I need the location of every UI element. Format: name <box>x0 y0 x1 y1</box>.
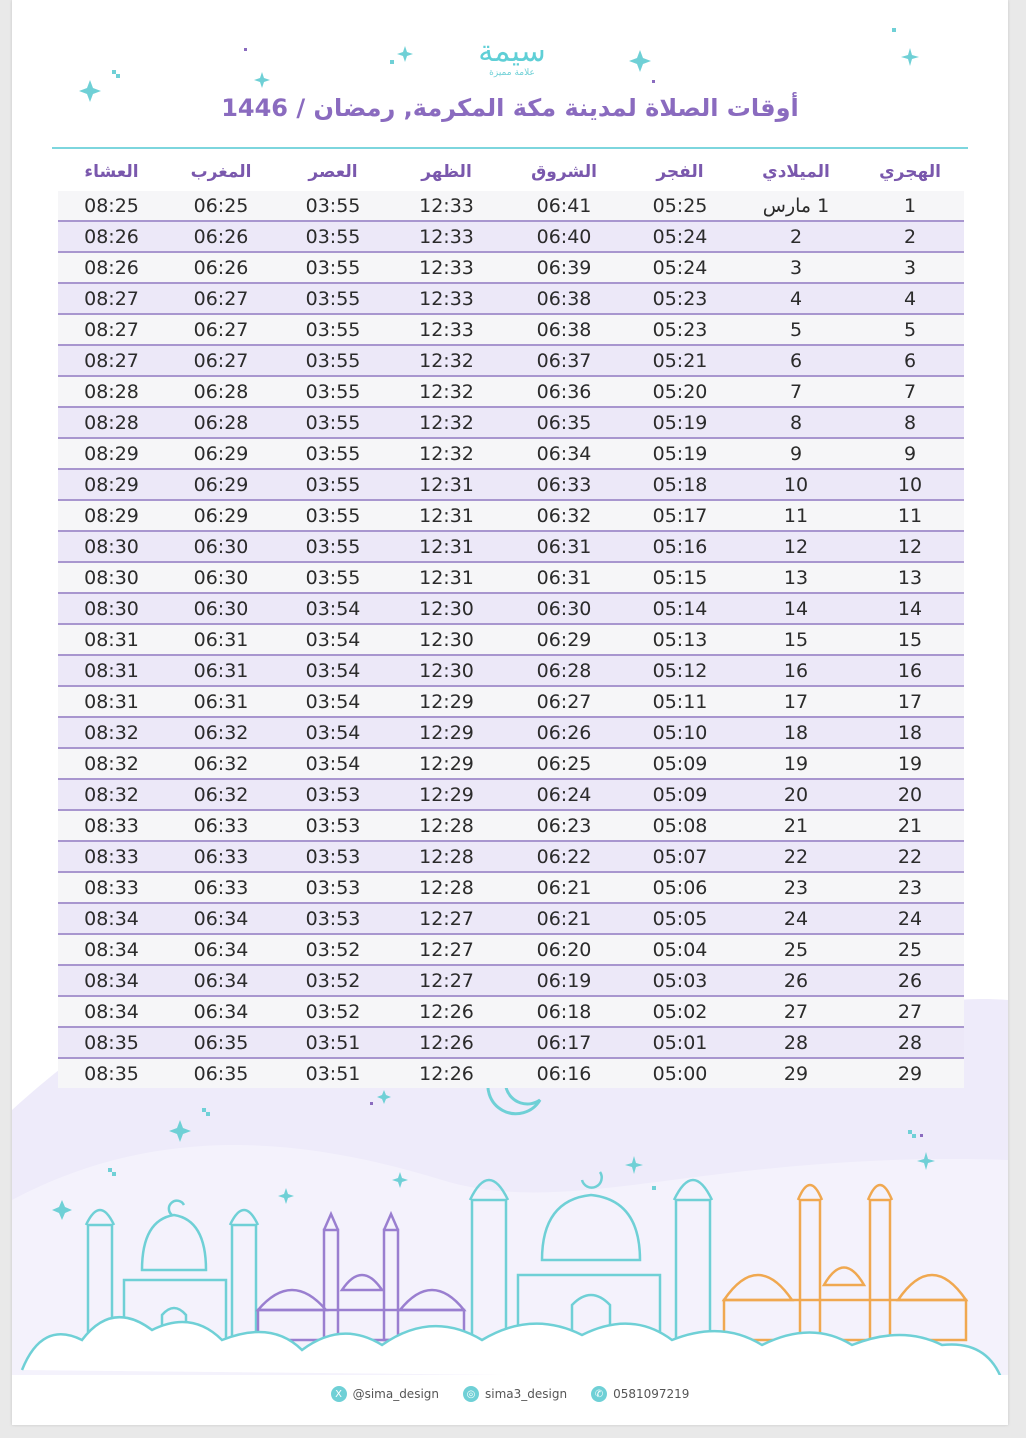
prayer-times-table <box>58 153 964 1088</box>
table-row <box>58 935 964 966</box>
cell-dhuhr: 12:32 <box>419 380 474 403</box>
header-gregorian: الميلادي <box>762 162 830 182</box>
cell-dhuhr: 12:28 <box>419 845 474 868</box>
table-row <box>58 780 964 811</box>
cell-maghrib: 06:26 <box>193 256 249 279</box>
cell-fajr: 05:00 <box>652 1062 708 1085</box>
cell-isha: 08:31 <box>84 659 139 682</box>
cell-dhuhr: 12:32 <box>419 442 474 465</box>
cell-isha: 08:26 <box>84 256 139 279</box>
cell-fajr: 05:21 <box>652 349 708 372</box>
cell-dhuhr: 12:26 <box>419 1000 474 1023</box>
cell-maghrib: 06:35 <box>193 1062 249 1085</box>
cell-dhuhr: 12:33 <box>419 287 474 310</box>
header-maghrib: المغرب <box>190 162 252 182</box>
cell-asr: 03:55 <box>305 349 361 372</box>
table-row <box>58 718 964 749</box>
table-row <box>58 501 964 532</box>
cell-gregorian: 6 <box>789 349 803 372</box>
cell-sunrise: 06:32 <box>536 504 592 527</box>
cell-hijri: 5 <box>903 318 917 341</box>
logo-subtitle: علامة مميزة <box>489 68 535 78</box>
cell-fajr: 05:06 <box>652 876 708 899</box>
cell-sunrise: 06:27 <box>536 690 592 713</box>
header-fajr: الفجر <box>656 162 704 182</box>
cell-asr: 03:51 <box>305 1062 361 1085</box>
cell-gregorian: 7 <box>789 380 803 403</box>
cell-isha: 08:30 <box>84 566 139 589</box>
cell-hijri: 12 <box>897 535 923 558</box>
cell-asr: 03:53 <box>305 907 361 930</box>
cell-dhuhr: 12:33 <box>419 225 474 248</box>
cell-asr: 03:55 <box>305 535 361 558</box>
cell-sunrise: 06:22 <box>536 845 592 868</box>
cell-sunrise: 06:38 <box>536 287 592 310</box>
cell-fajr: 05:10 <box>652 721 708 744</box>
cell-asr: 03:54 <box>305 690 361 713</box>
cell-fajr: 05:07 <box>652 845 708 868</box>
cell-gregorian: 24 <box>783 907 809 930</box>
cell-sunrise: 06:23 <box>536 814 592 837</box>
cell-sunrise: 06:28 <box>536 659 592 682</box>
cell-asr: 03:55 <box>305 318 361 341</box>
cell-isha: 08:29 <box>84 473 139 496</box>
cell-isha: 08:32 <box>84 752 139 775</box>
cell-gregorian: 13 <box>783 566 809 589</box>
cell-sunrise: 06:20 <box>536 938 592 961</box>
instagram-icon: ◎ <box>463 1386 479 1402</box>
cell-hijri: 21 <box>897 814 923 837</box>
cell-maghrib: 06:31 <box>193 628 249 651</box>
cell-dhuhr: 12:30 <box>419 659 474 682</box>
cell-hijri: 9 <box>903 442 917 465</box>
cell-asr: 03:53 <box>305 845 361 868</box>
cell-maghrib: 06:34 <box>193 1000 249 1023</box>
table-row <box>58 563 964 594</box>
cell-sunrise: 06:41 <box>536 194 592 217</box>
table-row <box>58 997 964 1028</box>
cell-hijri: 10 <box>897 473 923 496</box>
cell-dhuhr: 12:29 <box>419 721 474 744</box>
whatsapp-number: 0581097219 <box>613 1387 690 1401</box>
cell-asr: 03:55 <box>305 380 361 403</box>
cell-sunrise: 06:24 <box>536 783 592 806</box>
cell-gregorian: 16 <box>783 659 809 682</box>
cell-isha: 08:34 <box>84 907 139 930</box>
cell-maghrib: 06:27 <box>193 287 249 310</box>
cell-gregorian: 10 <box>783 473 809 496</box>
cell-dhuhr: 12:28 <box>419 876 474 899</box>
cell-asr: 03:54 <box>305 628 361 651</box>
cell-maghrib: 06:30 <box>193 535 249 558</box>
cell-asr: 03:55 <box>305 566 361 589</box>
cell-fajr: 05:12 <box>652 659 708 682</box>
cell-gregorian: 15 <box>783 628 809 651</box>
cell-fajr: 05:09 <box>652 783 708 806</box>
cell-dhuhr: 12:28 <box>419 814 474 837</box>
cell-sunrise: 06:26 <box>536 721 592 744</box>
cell-gregorian: 29 <box>783 1062 809 1085</box>
cell-maghrib: 06:27 <box>193 349 249 372</box>
cell-fajr: 05:24 <box>652 225 708 248</box>
table-row <box>58 408 964 439</box>
cell-hijri: 28 <box>897 1031 923 1054</box>
cell-hijri: 18 <box>897 721 923 744</box>
cell-isha: 08:27 <box>84 349 139 372</box>
table-row <box>58 439 964 470</box>
cell-asr: 03:54 <box>305 597 361 620</box>
cell-gregorian: 9 <box>789 442 803 465</box>
cell-gregorian: 8 <box>789 411 803 434</box>
cell-hijri: 3 <box>903 256 917 279</box>
table-row <box>58 966 964 997</box>
cell-sunrise: 06:19 <box>536 969 592 992</box>
cell-asr: 03:55 <box>305 256 361 279</box>
cell-gregorian: 2 <box>789 225 803 248</box>
cell-hijri: 20 <box>897 783 923 806</box>
cell-fajr: 05:20 <box>652 380 708 403</box>
cell-fajr: 05:04 <box>652 938 708 961</box>
cell-fajr: 05:23 <box>652 287 708 310</box>
whatsapp-contact[interactable] <box>591 1386 689 1402</box>
cell-gregorian: 4 <box>789 287 803 310</box>
cell-hijri: 27 <box>897 1000 923 1023</box>
cell-fajr: 05:18 <box>652 473 708 496</box>
cell-sunrise: 06:30 <box>536 597 592 620</box>
cell-isha: 08:27 <box>84 287 139 310</box>
cell-dhuhr: 12:29 <box>419 752 474 775</box>
cell-hijri: 8 <box>903 411 917 434</box>
cell-maghrib: 06:30 <box>193 566 249 589</box>
cell-hijri: 24 <box>897 907 923 930</box>
cell-maghrib: 06:29 <box>193 473 249 496</box>
cell-dhuhr: 12:31 <box>419 504 474 527</box>
cell-isha: 08:34 <box>84 938 139 961</box>
cell-sunrise: 06:36 <box>536 380 592 403</box>
cell-fajr: 05:19 <box>652 411 708 434</box>
cell-hijri: 7 <box>903 380 917 403</box>
twitter-contact[interactable] <box>331 1386 439 1402</box>
cell-gregorian: 1 مارس <box>762 194 830 217</box>
cell-gregorian: 23 <box>783 876 809 899</box>
cell-isha: 08:33 <box>84 814 139 837</box>
cell-isha: 08:31 <box>84 690 139 713</box>
cell-maghrib: 06:25 <box>193 194 249 217</box>
table-row <box>58 904 964 935</box>
table-row <box>58 284 964 315</box>
cell-fajr: 05:11 <box>652 690 708 713</box>
cell-sunrise: 06:34 <box>536 442 592 465</box>
cell-sunrise: 06:29 <box>536 628 592 651</box>
cell-gregorian: 21 <box>783 814 809 837</box>
cell-dhuhr: 12:26 <box>419 1062 474 1085</box>
cell-gregorian: 20 <box>783 783 809 806</box>
cell-isha: 08:28 <box>84 380 139 403</box>
cell-gregorian: 11 <box>783 504 809 527</box>
header-asr: العصر <box>308 162 358 182</box>
table-row <box>58 749 964 780</box>
cell-fajr: 05:19 <box>652 442 708 465</box>
cell-fajr: 05:25 <box>652 194 708 217</box>
table-row <box>58 532 964 563</box>
cell-isha: 08:30 <box>84 535 139 558</box>
cell-isha: 08:35 <box>84 1062 139 1085</box>
cell-dhuhr: 12:27 <box>419 969 474 992</box>
table-row <box>58 811 964 842</box>
cell-fajr: 05:13 <box>652 628 708 651</box>
cell-hijri: 29 <box>897 1062 923 1085</box>
cell-hijri: 14 <box>897 597 923 620</box>
cell-fajr: 05:05 <box>652 907 708 930</box>
cell-asr: 03:54 <box>305 721 361 744</box>
cell-maghrib: 06:33 <box>193 876 249 899</box>
table-row <box>58 377 964 408</box>
cell-isha: 08:27 <box>84 318 139 341</box>
cell-sunrise: 06:21 <box>536 876 592 899</box>
cell-maghrib: 06:33 <box>193 845 249 868</box>
cell-hijri: 26 <box>897 969 923 992</box>
cell-gregorian: 22 <box>783 845 809 868</box>
cell-fajr: 05:17 <box>652 504 708 527</box>
table-header <box>58 153 964 191</box>
cell-sunrise: 06:33 <box>536 473 592 496</box>
title-divider <box>52 147 968 149</box>
cell-dhuhr: 12:31 <box>419 473 474 496</box>
cell-isha: 08:29 <box>84 442 139 465</box>
cell-asr: 03:52 <box>305 1000 361 1023</box>
cell-dhuhr: 12:30 <box>419 628 474 651</box>
cell-maghrib: 06:28 <box>193 411 249 434</box>
cell-maghrib: 06:32 <box>193 721 249 744</box>
table-row <box>58 842 964 873</box>
header-dhuhr: الظهر <box>421 162 472 182</box>
cell-hijri: 25 <box>897 938 923 961</box>
cell-gregorian: 18 <box>783 721 809 744</box>
cell-maghrib: 06:33 <box>193 814 249 837</box>
cell-maghrib: 06:29 <box>193 504 249 527</box>
table-row <box>58 253 964 284</box>
cell-isha: 08:30 <box>84 597 139 620</box>
cell-sunrise: 06:17 <box>536 1031 592 1054</box>
cell-isha: 08:33 <box>84 845 139 868</box>
cell-gregorian: 25 <box>783 938 809 961</box>
table-row <box>58 1028 964 1059</box>
cell-asr: 03:55 <box>305 225 361 248</box>
cell-asr: 03:55 <box>305 442 361 465</box>
table-row <box>58 191 964 222</box>
cell-maghrib: 06:31 <box>193 690 249 713</box>
cell-sunrise: 06:21 <box>536 907 592 930</box>
cell-fajr: 05:02 <box>652 1000 708 1023</box>
cell-sunrise: 06:40 <box>536 225 592 248</box>
cell-maghrib: 06:32 <box>193 752 249 775</box>
instagram-handle: sima3_design <box>485 1387 568 1401</box>
cell-dhuhr: 12:32 <box>419 411 474 434</box>
cell-maghrib: 06:31 <box>193 659 249 682</box>
cell-hijri: 23 <box>897 876 923 899</box>
cell-sunrise: 06:38 <box>536 318 592 341</box>
cell-asr: 03:53 <box>305 814 361 837</box>
cell-dhuhr: 12:31 <box>419 566 474 589</box>
cell-sunrise: 06:35 <box>536 411 592 434</box>
cell-isha: 08:34 <box>84 969 139 992</box>
instagram-contact[interactable] <box>463 1386 567 1402</box>
cell-gregorian: 3 <box>789 256 803 279</box>
brand-logo <box>472 36 552 86</box>
table-row <box>58 594 964 625</box>
cell-dhuhr: 12:27 <box>419 907 474 930</box>
cell-sunrise: 06:39 <box>536 256 592 279</box>
cell-hijri: 11 <box>897 504 923 527</box>
cell-dhuhr: 12:33 <box>419 256 474 279</box>
cell-maghrib: 06:30 <box>193 597 249 620</box>
cell-gregorian: 5 <box>789 318 803 341</box>
cell-asr: 03:54 <box>305 659 361 682</box>
cell-isha: 08:29 <box>84 504 139 527</box>
cell-hijri: 17 <box>897 690 923 713</box>
cell-gregorian: 28 <box>783 1031 809 1054</box>
cell-sunrise: 06:25 <box>536 752 592 775</box>
cell-asr: 03:53 <box>305 876 361 899</box>
cell-dhuhr: 12:29 <box>419 783 474 806</box>
cell-gregorian: 17 <box>783 690 809 713</box>
cell-hijri: 22 <box>897 845 923 868</box>
cell-sunrise: 06:31 <box>536 566 592 589</box>
cell-dhuhr: 12:30 <box>419 597 474 620</box>
twitter-handle: @sima_design <box>352 1387 439 1401</box>
cell-asr: 03:55 <box>305 194 361 217</box>
cell-dhuhr: 12:31 <box>419 535 474 558</box>
cell-maghrib: 06:34 <box>193 907 249 930</box>
cell-asr: 03:55 <box>305 504 361 527</box>
cell-hijri: 16 <box>897 659 923 682</box>
cell-isha: 08:26 <box>84 225 139 248</box>
cell-asr: 03:54 <box>305 752 361 775</box>
cell-gregorian: 14 <box>783 597 809 620</box>
cell-asr: 03:53 <box>305 783 361 806</box>
cell-dhuhr: 12:27 <box>419 938 474 961</box>
cell-asr: 03:55 <box>305 411 361 434</box>
cell-isha: 08:32 <box>84 783 139 806</box>
cell-fajr: 05:01 <box>652 1031 708 1054</box>
page-title: أوقات الصلاة لمدينة مكة المكرمة, رمضان / 1446 <box>221 94 799 122</box>
cell-sunrise: 06:37 <box>536 349 592 372</box>
table-row <box>58 315 964 346</box>
cell-fajr: 05:09 <box>652 752 708 775</box>
cell-hijri: 2 <box>903 225 917 248</box>
cell-sunrise: 06:16 <box>536 1062 592 1085</box>
table-row <box>58 625 964 656</box>
table-row <box>58 222 964 253</box>
cell-dhuhr: 12:33 <box>419 194 474 217</box>
cell-fajr: 05:23 <box>652 318 708 341</box>
cell-asr: 03:51 <box>305 1031 361 1054</box>
table-row <box>58 1059 964 1088</box>
cell-hijri: 13 <box>897 566 923 589</box>
table-row <box>58 346 964 377</box>
cell-isha: 08:32 <box>84 721 139 744</box>
whatsapp-icon: ✆ <box>591 1386 607 1402</box>
cell-asr: 03:52 <box>305 938 361 961</box>
cell-isha: 08:34 <box>84 1000 139 1023</box>
cell-hijri: 19 <box>897 752 923 775</box>
cell-gregorian: 27 <box>783 1000 809 1023</box>
cell-dhuhr: 12:33 <box>419 318 474 341</box>
cell-dhuhr: 12:26 <box>419 1031 474 1054</box>
table-row <box>58 656 964 687</box>
cell-maghrib: 06:28 <box>193 380 249 403</box>
cell-gregorian: 12 <box>783 535 809 558</box>
prayer-times-page <box>12 0 1008 1425</box>
cell-isha: 08:25 <box>84 194 139 217</box>
cell-maghrib: 06:32 <box>193 783 249 806</box>
cell-maghrib: 06:27 <box>193 318 249 341</box>
cell-maghrib: 06:34 <box>193 969 249 992</box>
cell-hijri: 6 <box>903 349 917 372</box>
cell-asr: 03:55 <box>305 287 361 310</box>
footer-contacts <box>12 1386 1008 1402</box>
cell-hijri: 4 <box>903 287 917 310</box>
header-isha: العشاء <box>84 162 139 182</box>
cell-fajr: 05:08 <box>652 814 708 837</box>
cell-maghrib: 06:29 <box>193 442 249 465</box>
cell-dhuhr: 12:29 <box>419 690 474 713</box>
cell-gregorian: 19 <box>783 752 809 775</box>
twitter-x-icon: X <box>331 1386 347 1402</box>
cell-dhuhr: 12:32 <box>419 349 474 372</box>
cell-sunrise: 06:18 <box>536 1000 592 1023</box>
cell-gregorian: 26 <box>783 969 809 992</box>
table-body <box>58 191 964 1088</box>
header-sunrise: الشروق <box>531 162 597 182</box>
cell-maghrib: 06:26 <box>193 225 249 248</box>
cell-fajr: 05:24 <box>652 256 708 279</box>
table-row <box>58 687 964 718</box>
cell-maghrib: 06:34 <box>193 938 249 961</box>
cell-isha: 08:35 <box>84 1031 139 1054</box>
cell-fajr: 05:15 <box>652 566 708 589</box>
cell-maghrib: 06:35 <box>193 1031 249 1054</box>
cell-hijri: 15 <box>897 628 923 651</box>
cell-isha: 08:31 <box>84 628 139 651</box>
cell-fajr: 05:14 <box>652 597 708 620</box>
cell-fajr: 05:16 <box>652 535 708 558</box>
cell-asr: 03:55 <box>305 473 361 496</box>
cell-fajr: 05:03 <box>652 969 708 992</box>
table-row <box>58 873 964 904</box>
cell-isha: 08:28 <box>84 411 139 434</box>
cell-isha: 08:33 <box>84 876 139 899</box>
cell-hijri: 1 <box>903 194 917 217</box>
cell-asr: 03:52 <box>305 969 361 992</box>
cell-sunrise: 06:31 <box>536 535 592 558</box>
table-row <box>58 470 964 501</box>
logo-text: سيمة <box>478 34 546 69</box>
header-hijri: الهجري <box>879 162 941 182</box>
